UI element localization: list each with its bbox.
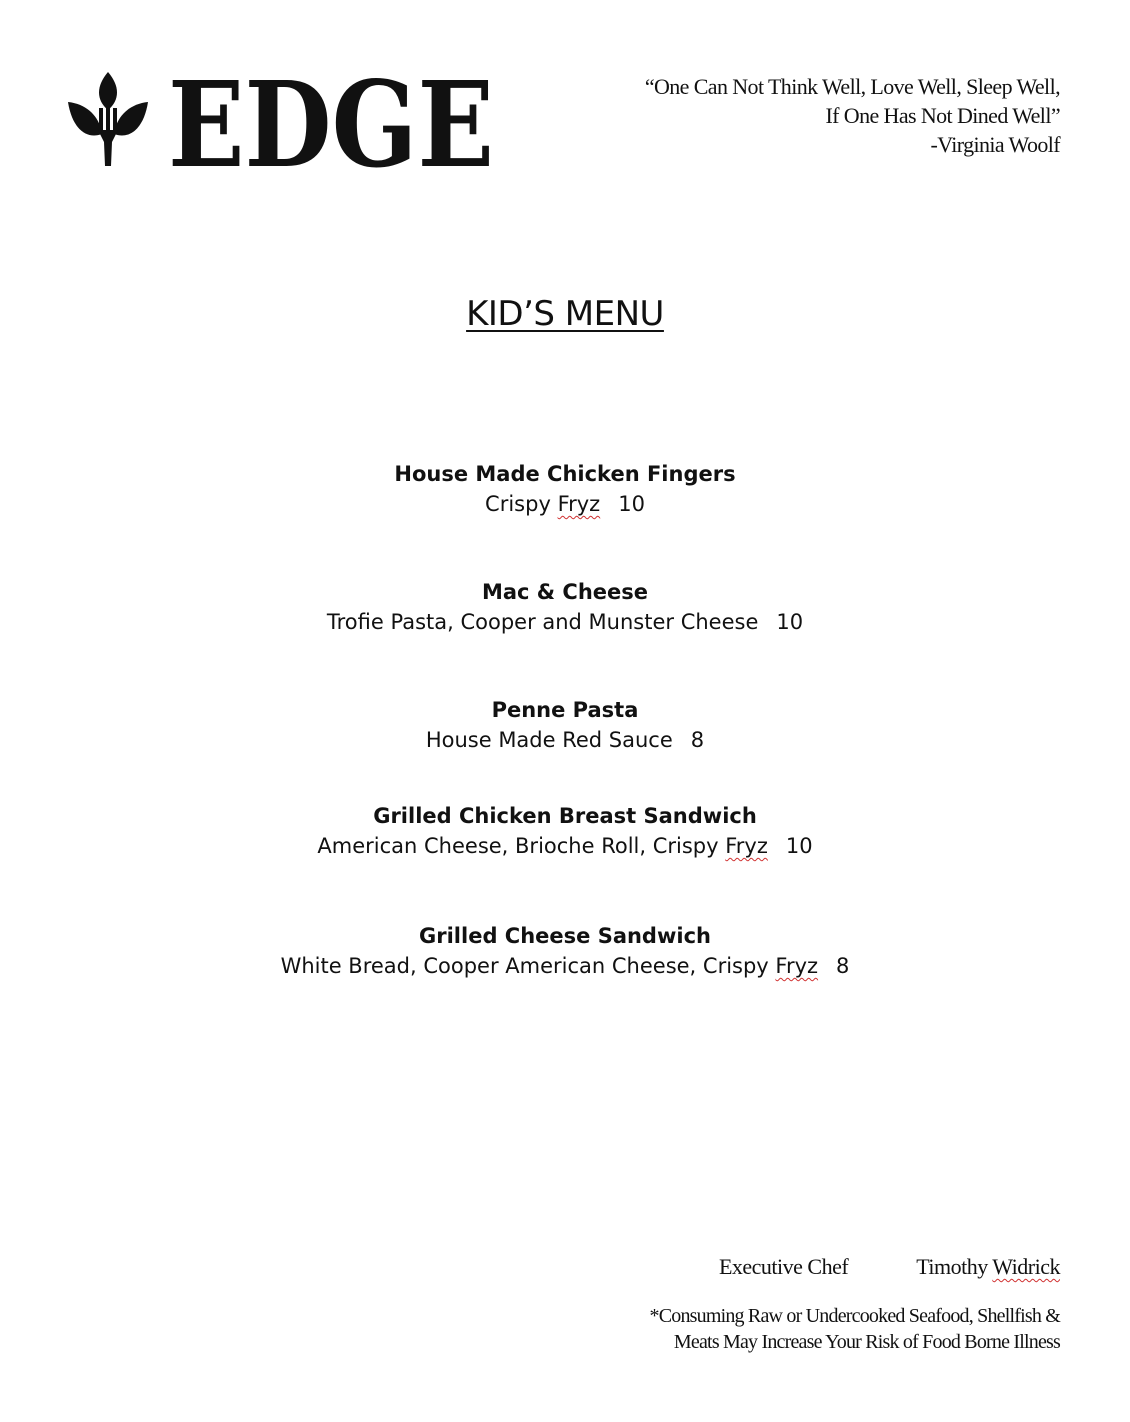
item-price: 10 bbox=[618, 492, 645, 516]
item-desc-flagged-word: Fryz bbox=[775, 954, 819, 978]
chef-first-name: Timothy bbox=[916, 1254, 993, 1279]
menu-item bbox=[0, 696, 1130, 756]
item-price: 10 bbox=[776, 610, 804, 634]
brand-logo bbox=[66, 55, 506, 194]
chef-credit bbox=[719, 1252, 1060, 1282]
item-name: House Made Chicken Fingers bbox=[394, 462, 736, 486]
menu-title-text: KID’S MENU bbox=[466, 294, 664, 334]
logo-svg bbox=[66, 55, 506, 194]
item-desc-text: American Cheese, Brioche Roll, Crispy bbox=[317, 834, 726, 858]
quote-attribution: -Virginia Woolf bbox=[930, 132, 1060, 157]
header-quote bbox=[540, 72, 1060, 159]
menu-item bbox=[0, 460, 1130, 520]
menu-title bbox=[0, 292, 1130, 336]
chef-title: Executive Chef bbox=[718, 1254, 849, 1279]
brand-name: EDGE bbox=[168, 55, 494, 194]
warning-line: Meats May Increase Your Risk of Food Borne Illness bbox=[673, 1331, 1060, 1353]
menu-item bbox=[0, 802, 1130, 862]
item-description bbox=[0, 724, 1130, 756]
menu-item bbox=[0, 578, 1130, 638]
item-desc-text: Trofie Pasta, Cooper and Munster Cheese bbox=[326, 610, 759, 634]
quote-line: If One Has Not Dined Well” bbox=[825, 103, 1060, 128]
health-warning bbox=[540, 1303, 1060, 1355]
item-name: Grilled Chicken Breast Sandwich bbox=[373, 804, 757, 828]
item-desc-text: Crispy bbox=[485, 492, 558, 516]
item-price: 8 bbox=[690, 728, 705, 752]
item-name: Penne Pasta bbox=[491, 698, 639, 722]
item-desc-flagged-word: Fryz bbox=[725, 834, 768, 858]
menu-item bbox=[0, 922, 1130, 982]
item-desc-text: White Bread, Cooper American Cheese, Crispy bbox=[280, 954, 776, 978]
item-description bbox=[0, 488, 1130, 520]
item-description bbox=[0, 830, 1130, 862]
item-desc-text: House Made Red Sauce bbox=[425, 728, 673, 752]
warning-line: *Consuming Raw or Undercooked Seafood, Shellfish & bbox=[649, 1305, 1060, 1327]
item-description bbox=[0, 606, 1130, 638]
item-desc-flagged-word: Fryz bbox=[557, 492, 601, 516]
quote-line: “One Can Not Think Well, Love Well, Sleep Well, bbox=[644, 74, 1060, 99]
item-price: 8 bbox=[836, 954, 850, 978]
item-name: Mac & Cheese bbox=[481, 580, 649, 604]
chef-last-name: Widrick bbox=[992, 1254, 1060, 1279]
leaf-fork-icon bbox=[68, 72, 148, 166]
item-name: Grilled Cheese Sandwich bbox=[419, 924, 711, 948]
item-price: 10 bbox=[785, 834, 813, 858]
item-description bbox=[0, 950, 1130, 982]
